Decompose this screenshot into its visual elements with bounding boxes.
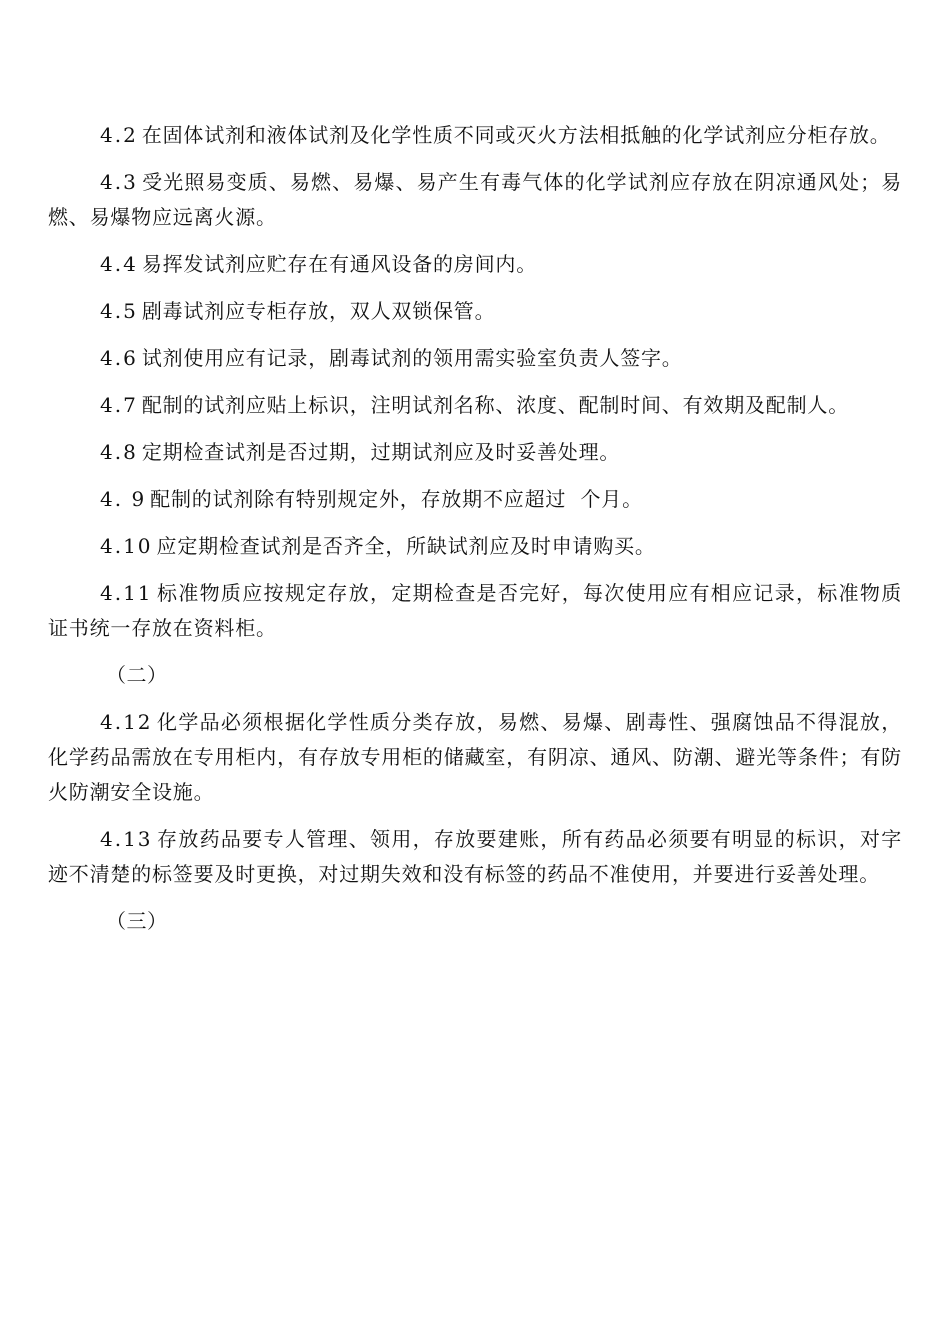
clause-number: 4.10 bbox=[100, 534, 153, 558]
clause-number: 4.3 bbox=[100, 170, 138, 194]
clause-text: 定期检查试剂是否过期，过期试剂应及时妥善处理。 bbox=[141, 440, 621, 464]
section-label: （三） bbox=[106, 909, 168, 933]
clause-text: 化学品必须根据化学性质分类存放，易燃、易爆、剧毒性、强腐蚀品不得混放，化学药品需放在专用柜内，有存放专用柜的储藏室，有阴凉、通风、防潮、避光等条件；有防火防潮安全设施。 bbox=[48, 710, 902, 804]
clause-number: 4.7 bbox=[100, 393, 138, 417]
clause-number: 4.13 bbox=[100, 827, 153, 851]
clause-4-2 bbox=[48, 118, 902, 153]
clause-4-3 bbox=[48, 165, 902, 235]
clause-4-12 bbox=[48, 705, 902, 810]
clause-text: 配制的试剂应贴上标识，注明试剂名称、浓度、配制时间、有效期及配制人。 bbox=[141, 393, 850, 417]
clause-4-5 bbox=[48, 294, 902, 329]
clause-number: 4.6 bbox=[100, 346, 138, 370]
clause-number: 4.4 bbox=[100, 252, 138, 276]
clause-4-9 bbox=[48, 482, 902, 517]
clause-4-8 bbox=[48, 435, 902, 470]
clause-text: 应定期检查试剂是否齐全，所缺试剂应及时申请购买。 bbox=[156, 534, 656, 558]
clause-text: 标准物质应按规定存放，定期检查是否完好，每次使用应有相应记录，标准物质证书统一存放在资料柜。 bbox=[48, 581, 902, 640]
clause-number: 4.8 bbox=[100, 440, 138, 464]
clause-4-10 bbox=[48, 529, 902, 564]
clause-number: 4.5 bbox=[100, 299, 138, 323]
clause-4-11 bbox=[48, 576, 902, 646]
section-heading-2 bbox=[48, 658, 902, 693]
clause-number: 4.11 bbox=[100, 581, 153, 605]
clause-4-4 bbox=[48, 247, 902, 282]
clause-text: 存放药品要专人管理、领用，存放要建账，所有药品必须要有明显的标识，对字迹不清楚的标签要及时更换，对过期失效和没有标签的药品不准使用，并要进行妥善处理。 bbox=[48, 827, 902, 886]
clause-number: 4.2 bbox=[100, 123, 138, 147]
clause-text: 试剂使用应有记录，剧毒试剂的领用需实验室负责人签字。 bbox=[141, 346, 683, 370]
clause-number: 4. 9 bbox=[100, 487, 147, 511]
clause-text: 易挥发试剂应贮存在有通风设备的房间内。 bbox=[141, 252, 538, 276]
clause-text: 剧毒试剂应专柜存放，双人双锁保管。 bbox=[141, 299, 496, 323]
section-heading-3 bbox=[48, 904, 902, 939]
section-label: （二） bbox=[106, 663, 168, 687]
clause-text: 受光照易变质、易燃、易爆、易产生有毒气体的化学试剂应存放在阴凉通风处；易燃、易爆物应远离火源。 bbox=[48, 170, 902, 229]
clause-4-7 bbox=[48, 388, 902, 423]
clause-4-13 bbox=[48, 822, 902, 892]
clause-4-6 bbox=[48, 341, 902, 376]
document-page bbox=[48, 118, 902, 951]
clause-text: 配制的试剂除有特别规定外，存放期不应超过 个月。 bbox=[150, 487, 643, 511]
clause-number: 4.12 bbox=[100, 710, 153, 734]
clause-text: 在固体试剂和液体试剂及化学性质不同或灭火方法相抵触的化学试剂应分柜存放。 bbox=[141, 123, 891, 147]
